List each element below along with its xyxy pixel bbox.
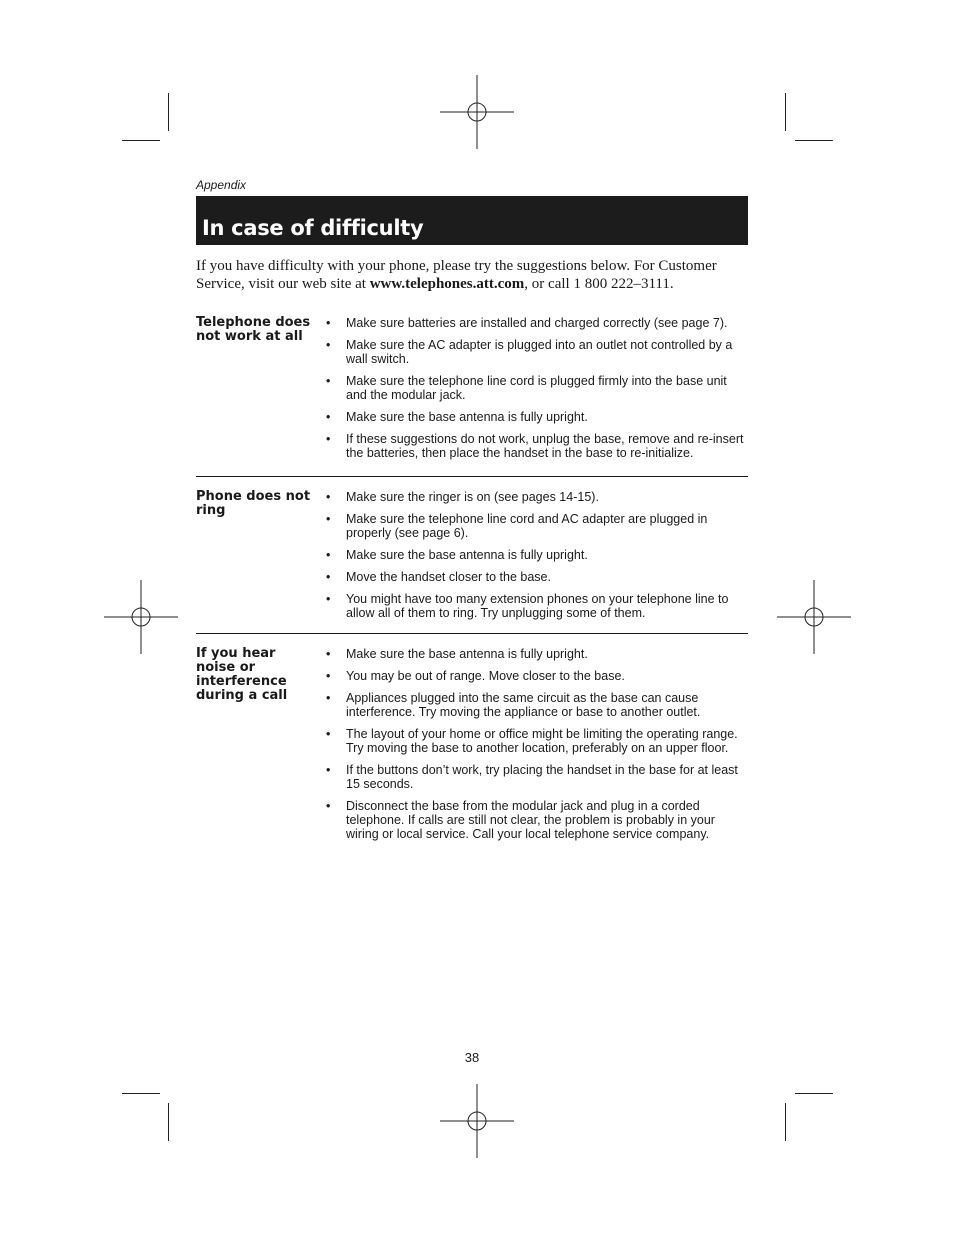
list-item: • Appliances plugged into the same circuit as the base can cause interference. Try moving the appliance or base to another outlet. [326, 691, 701, 719]
list-item: • Make sure the ringer is on (see pages 14-15). [326, 490, 599, 504]
bullet-icon: • [326, 592, 331, 606]
bullet-icon: • [326, 548, 331, 562]
bullet-icon: • [326, 570, 331, 584]
bullet-icon: • [326, 432, 331, 446]
bullet-icon: • [326, 410, 331, 424]
crop-mark [168, 93, 169, 131]
intro-text: If you have difficulty with your phone, please try the suggestions below. For Customer Service, visit our web site at [196, 258, 717, 292]
list-item: • Make sure the base antenna is fully upright. [326, 647, 588, 661]
section-divider [196, 633, 748, 634]
bullet-icon: • [326, 374, 331, 388]
bullet-icon: • [326, 763, 331, 777]
list-item: • If these suggestions do not work, unplug the base, remove and re-insert the batteries, then place the handset in the base to re-initialize. [326, 432, 744, 460]
crop-mark [168, 1103, 169, 1141]
list-item: • Make sure batteries are installed and charged correctly (see page 7). [326, 316, 728, 330]
list-item: • Make sure the base antenna is fully upright. [326, 410, 588, 424]
title-bar [196, 196, 748, 245]
list-item: • Make sure the AC adapter is plugged into an outlet not controlled by a wall switch. [326, 338, 733, 366]
section-heading: Phone does not ring [196, 489, 311, 518]
registration-mark-icon [777, 580, 851, 654]
list-item: • The layout of your home or office might be limiting the operating range. Try moving the base to another location, preferably on an upper floor. [326, 727, 738, 755]
crop-mark [122, 1093, 160, 1094]
bullet-icon: • [326, 316, 331, 330]
section-heading: Telephone does not work at all [196, 315, 311, 344]
list-item: • Make sure the telephone line cord and AC adapter are plugged in properly (see page 6). [326, 512, 708, 540]
suggestion-list [326, 647, 748, 849]
registration-mark-icon [104, 580, 178, 654]
crop-mark [795, 1093, 833, 1094]
list-item: • Make sure the base antenna is fully upright. [326, 548, 588, 562]
crop-mark [785, 93, 786, 131]
crop-mark [122, 140, 160, 141]
intro-paragraph [196, 257, 756, 293]
section-label: Appendix [196, 178, 247, 192]
list-item: • If the buttons don’t work, try placing the handset in the base for at least 15 seconds. [326, 763, 738, 791]
list-item: • Make sure the telephone line cord is plugged firmly into the base unit and the modular jack. [326, 374, 727, 402]
website-link[interactable]: www.telephones.att.com [369, 276, 525, 292]
section-heading: If you hear noise or interference during a call [196, 646, 288, 703]
list-item: • Move the handset closer to the base. [326, 570, 551, 584]
list-item: • You might have too many extension phones on your telephone line to allow all of them to ring. Try unplugging some of them. [326, 592, 729, 620]
crop-mark [795, 140, 833, 141]
bullet-icon: • [326, 799, 331, 813]
bullet-icon: • [326, 691, 331, 705]
bullet-icon: • [326, 512, 331, 526]
crop-mark [785, 1103, 786, 1141]
suggestion-list [326, 490, 748, 628]
page-number: 38 [464, 1050, 480, 1065]
registration-mark-icon [440, 1084, 514, 1158]
suggestion-list [326, 316, 748, 468]
registration-mark-icon [440, 75, 514, 149]
bullet-icon: • [326, 727, 331, 741]
intro-text: , or call 1 800 222–3111. [524, 276, 674, 292]
bullet-icon: • [326, 669, 331, 683]
bullet-icon: • [326, 490, 331, 504]
bullet-icon: • [326, 338, 331, 352]
list-item: • Disconnect the base from the modular jack and plug in a corded telephone. If calls are still not clear, the problem is probably in your wiring or local service. Call your local telephone service company. [326, 799, 715, 841]
list-item: • You may be out of range. Move closer to the base. [326, 669, 625, 683]
page-title: In case of difficulty [202, 216, 424, 240]
bullet-icon: • [326, 647, 331, 661]
section-divider [196, 476, 748, 477]
